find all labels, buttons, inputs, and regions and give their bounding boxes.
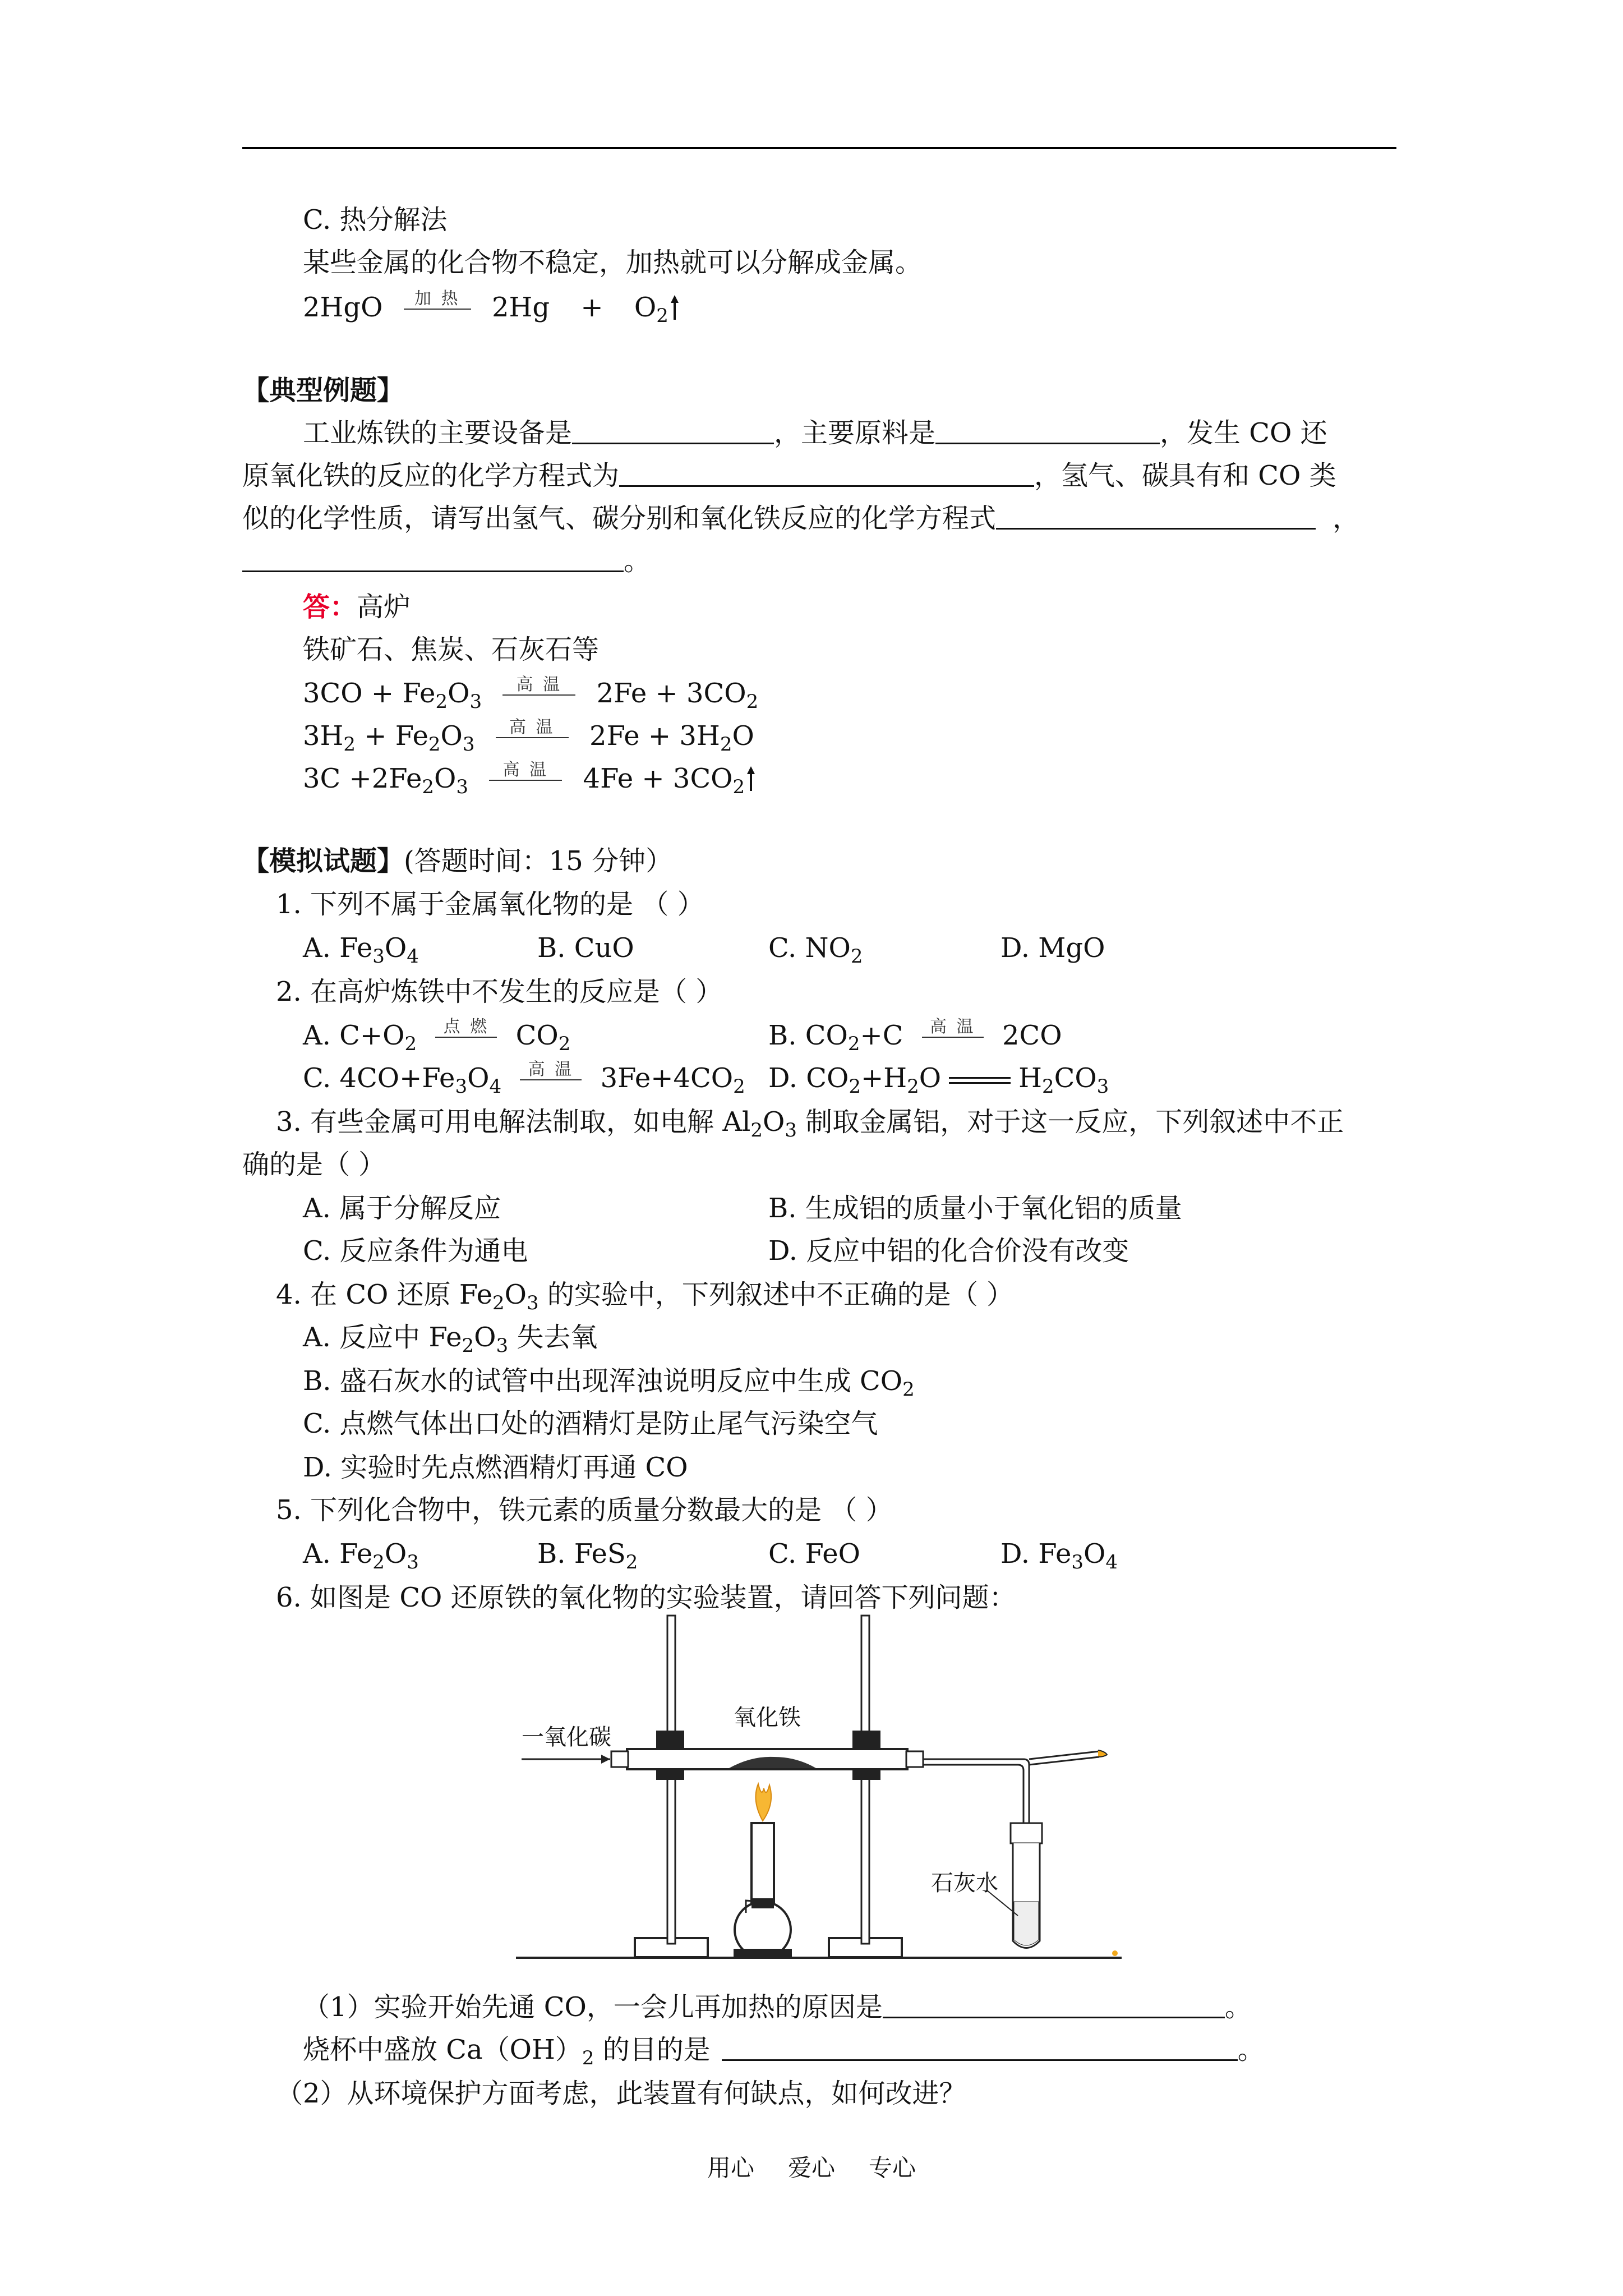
- oxygen: O: [634, 292, 657, 323]
- section-c-desc: 某些金属的化合物不稳定，加热就可以分解成金属。: [303, 247, 923, 278]
- iron-oxide-label: 氧化铁: [734, 1705, 801, 1731]
- q5: 5. 下列化合物中，铁元素的质量分数最大的是 （ ）: [276, 1494, 893, 1526]
- q1-option-b: B. CuO: [537, 932, 634, 964]
- q6: 6. 如图是 CO 还原铁的氧化物的实验装置，请回答下列问题：: [276, 1582, 1016, 1613]
- example-heading: 【典型例题】: [242, 375, 404, 406]
- limewater-label: 石灰水: [931, 1870, 998, 1896]
- example-line-2: 原氧化铁的反应的化学方程式为 ，氢气、碳具有和 CO 类: [242, 460, 1336, 491]
- hgo-equation: 2HgO 加 热 $2Hg + O_2$: [303, 291, 679, 324]
- q4: 4. 在 CO 还原 $Fe_2O_3$ 的实验中，下列叙述中不正确的是（ ）: [276, 1279, 1014, 1314]
- example-line-3: 似的化学性质，请写出氢气、碳分别和氧化铁反应的化学方程式 ，: [242, 503, 1360, 534]
- q5-option-d: D. $Fe_3O_4$: [1000, 1538, 1118, 1573]
- q6-part1: （1）实验开始先通 CO，一会儿再加热的原因是 。: [303, 1991, 1252, 2023]
- answer-2: 铁矿石、焦炭、石灰石等: [303, 634, 600, 665]
- q4-option-a: A. 反应中 $Fe_2O_3$ 失去氧: [303, 1322, 598, 1357]
- answer-label: 答：: [303, 591, 357, 623]
- q3-option-d: D. 反应中铝的化合价没有改变: [768, 1235, 1129, 1267]
- q4-option-d: D. 实验时先点燃酒精灯再通 CO: [303, 1452, 688, 1483]
- q6-part1b: 烧杯中盛放 $Ca(OH)_2$ 的目的是 。: [303, 2034, 1265, 2069]
- q3: 3. 有些金属可用电解法制取，如电解 $Al_2O_3$ 制取金属铝，对于这一反应，下列叙述中不正: [276, 1106, 1344, 1142]
- q2-option-a: A. $C+O_2$ 点 燃 $CO_2$: [303, 1017, 571, 1055]
- page-footer: 用心 爱心 专心: [707, 2154, 916, 2182]
- condition-heat: 加 热: [404, 291, 471, 310]
- equals-sign-icon: [949, 1077, 1011, 1084]
- example-line-4: 。: [242, 544, 651, 578]
- q3-option-c: C. 反应条件为通电: [303, 1235, 528, 1267]
- q2-option-b: B. $CO_2+C$ 高 温 2CO: [768, 1017, 1062, 1055]
- answer-eq-c: $3C +2Fe_2O_3$ 高 温 $4Fe + 3CO_2$: [303, 762, 755, 795]
- answer-eq-co: $3CO + Fe_2O_3$ 高 温 $2Fe + 3CO_2$: [303, 675, 759, 713]
- q4-option-b: B. 盛石灰水的试管中出现浑浊说明反应中生成 $CO_2$: [303, 1365, 915, 1401]
- q1-option-d: D. MgO: [1000, 932, 1105, 964]
- co-reduction-apparatus-figure: [505, 1610, 1133, 1975]
- q1: 1. 下列不属于金属氧化物的是 （ ）: [276, 889, 704, 920]
- section-c-title: C. 热分解法: [303, 204, 448, 236]
- header-rule: [242, 147, 1396, 149]
- q3-line-2: 确的是（ ）: [242, 1149, 386, 1180]
- plus-sign: +: [580, 292, 603, 323]
- q5-option-b: B. FeS$_2$: [537, 1538, 638, 1573]
- q4-option-c: C. 点燃气体出口处的酒精灯是防止尾气污染空气: [303, 1408, 878, 1439]
- answer-eq-h2: $3H_2 + Fe_2O_3$ 高 温 $2Fe + 3H_2O$: [303, 717, 754, 756]
- example-line-1: 工业炼铁的主要设备是 ，主要原料是 ，发生 CO 还: [303, 417, 1327, 449]
- q3-option-a: A. 属于分解反应: [303, 1193, 501, 1224]
- q2-option-c: C. $4CO+Fe_3O_4$ 高 温 $3Fe+4CO_2$: [303, 1060, 745, 1098]
- gas-up-arrow-icon: [671, 295, 679, 320]
- q2-option-d: D. $CO_2+H_2O$ $H_2CO_3$: [768, 1062, 1109, 1098]
- q1-option-c: C. $NO_2$: [768, 932, 863, 968]
- answer-1: 答：高炉: [303, 591, 411, 623]
- q5-option-a: A. $Fe_2O_3$: [303, 1538, 419, 1573]
- gas-up-arrow-icon: [747, 766, 755, 791]
- equation-lhs: 2HgO: [303, 292, 383, 323]
- q3-option-b: B. 生成铝的质量小于氧化铝的质量: [768, 1193, 1182, 1224]
- q2: 2. 在高炉炼铁中不发生的反应是（ ）: [276, 976, 723, 1007]
- co-label: 一氧化碳: [522, 1724, 611, 1750]
- q6-part2: （2）从环境保护方面考虑，此装置有何缺点，如何改进？: [276, 2078, 966, 2109]
- q5-option-c: C. FeO: [768, 1538, 860, 1570]
- q1-option-a: A. $Fe_3O_4$: [303, 932, 419, 968]
- equation-product: 2Hg: [492, 292, 550, 323]
- quiz-heading: 【模拟试题】(答题时间：15 分钟）: [242, 845, 673, 877]
